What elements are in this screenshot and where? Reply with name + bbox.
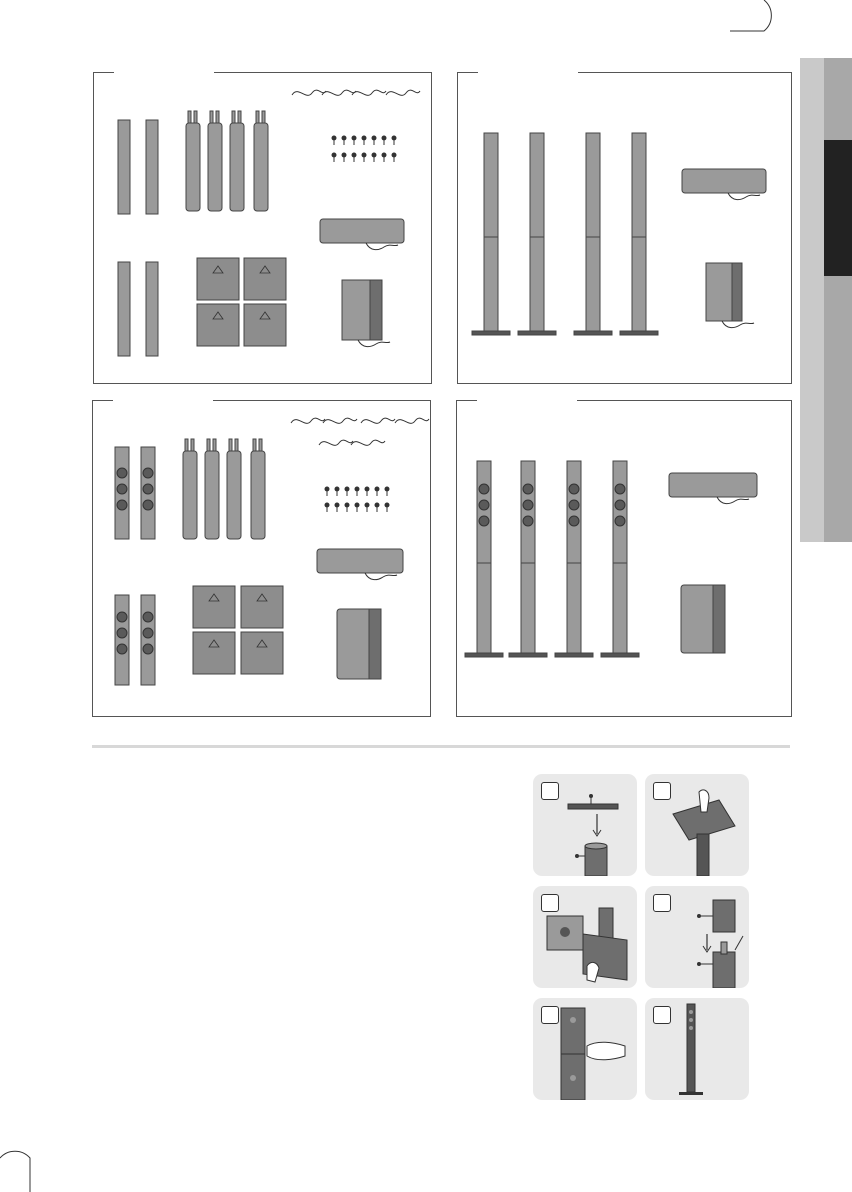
stand-pole-icon bbox=[251, 439, 265, 539]
hand-icon bbox=[699, 790, 709, 812]
speaker-cable-icon bbox=[361, 418, 395, 423]
side-tab-mid bbox=[824, 58, 852, 542]
side-tab-light bbox=[800, 58, 824, 542]
step-number-box bbox=[541, 894, 559, 912]
crop-mark-icon bbox=[730, 0, 790, 60]
step-number-box bbox=[653, 1006, 671, 1024]
speaker-column-icon bbox=[118, 120, 130, 214]
assembly-step-5 bbox=[533, 998, 637, 1100]
stand-pole-icon bbox=[230, 111, 244, 211]
center-speaker-icon bbox=[682, 169, 766, 193]
assembly-step-3 bbox=[533, 886, 637, 988]
tall-speaker-icon bbox=[518, 133, 556, 335]
center-speaker-icon bbox=[320, 219, 404, 243]
speaker-cable-icon bbox=[292, 90, 326, 95]
side-tab-active bbox=[824, 140, 852, 276]
section-divider bbox=[92, 745, 790, 748]
stand-pole-icon bbox=[186, 111, 200, 211]
speaker-stand-base-icon bbox=[241, 632, 283, 674]
panel-c-components bbox=[92, 400, 431, 717]
panel-b-illustration bbox=[458, 73, 791, 383]
speaker-column-icon bbox=[118, 262, 130, 356]
tall-speaker-icon bbox=[620, 133, 658, 335]
panel-tab bbox=[113, 398, 213, 402]
speaker-cable-icon bbox=[366, 243, 398, 250]
tall-speaker-icon bbox=[472, 133, 510, 335]
panel-d-illustration bbox=[457, 401, 791, 716]
panel-c-illustration bbox=[93, 401, 430, 716]
speaker-cable-icon bbox=[319, 440, 353, 445]
hand-icon bbox=[587, 1042, 625, 1060]
speaker-stand-base-icon bbox=[244, 304, 286, 346]
panel-d-assembled bbox=[456, 400, 792, 717]
step-number-box bbox=[653, 894, 671, 912]
panel-b-assembled bbox=[457, 72, 792, 384]
speaker-stand-base-icon bbox=[193, 632, 235, 674]
speaker-cable-icon bbox=[717, 497, 749, 504]
assembly-step-6 bbox=[645, 998, 749, 1100]
speaker-cable-icon bbox=[728, 193, 760, 200]
tall-speaker-icon bbox=[574, 133, 612, 335]
speaker-stand-base-icon bbox=[244, 258, 286, 300]
speaker-stand-base-icon bbox=[193, 586, 235, 628]
stand-pole-icon bbox=[227, 439, 241, 539]
speaker-cable-icon bbox=[365, 573, 397, 580]
stand-pole-icon bbox=[254, 111, 268, 211]
stand-pole-icon bbox=[183, 439, 197, 539]
speaker-cable-icon bbox=[358, 340, 390, 347]
speaker-column-icon bbox=[141, 595, 155, 685]
speaker-cable-icon bbox=[351, 440, 385, 445]
crop-mark-icon bbox=[0, 1130, 60, 1192]
speaker-cable-icon bbox=[323, 418, 357, 423]
assembly-step-1 bbox=[533, 774, 637, 876]
speaker-column-icon bbox=[146, 120, 158, 214]
tall-speaker-icon bbox=[687, 1004, 695, 1092]
stand-pole-icon bbox=[205, 439, 219, 539]
speaker-stand-base-icon bbox=[241, 586, 283, 628]
panel-a-illustration bbox=[94, 73, 431, 383]
assembly-step-2 bbox=[645, 774, 749, 876]
step-number-box bbox=[653, 782, 671, 800]
step-number-box bbox=[541, 1006, 559, 1024]
panel-tab bbox=[477, 398, 577, 402]
speaker-cable-icon bbox=[322, 90, 356, 95]
speaker-cable-icon bbox=[291, 418, 325, 423]
speaker-cable-icon bbox=[395, 418, 429, 423]
speaker-column-icon bbox=[146, 262, 158, 356]
chapter-side-tab bbox=[800, 58, 852, 542]
assembly-step-4 bbox=[645, 886, 749, 988]
panel-a-components bbox=[93, 72, 432, 384]
speaker-cable-icon bbox=[386, 90, 420, 95]
center-speaker-icon bbox=[317, 549, 403, 573]
speaker-stand-base-icon bbox=[197, 304, 239, 346]
stand-pole-icon bbox=[208, 111, 222, 211]
speaker-column-icon bbox=[115, 595, 129, 685]
center-speaker-icon bbox=[669, 473, 757, 497]
speaker-stand-base-icon bbox=[197, 258, 239, 300]
step-number-box bbox=[541, 782, 559, 800]
panel-tab bbox=[114, 70, 214, 74]
speaker-cable-icon bbox=[722, 321, 754, 328]
panel-tab bbox=[478, 70, 578, 74]
speaker-cable-icon bbox=[352, 90, 386, 95]
hand-icon bbox=[587, 962, 599, 982]
